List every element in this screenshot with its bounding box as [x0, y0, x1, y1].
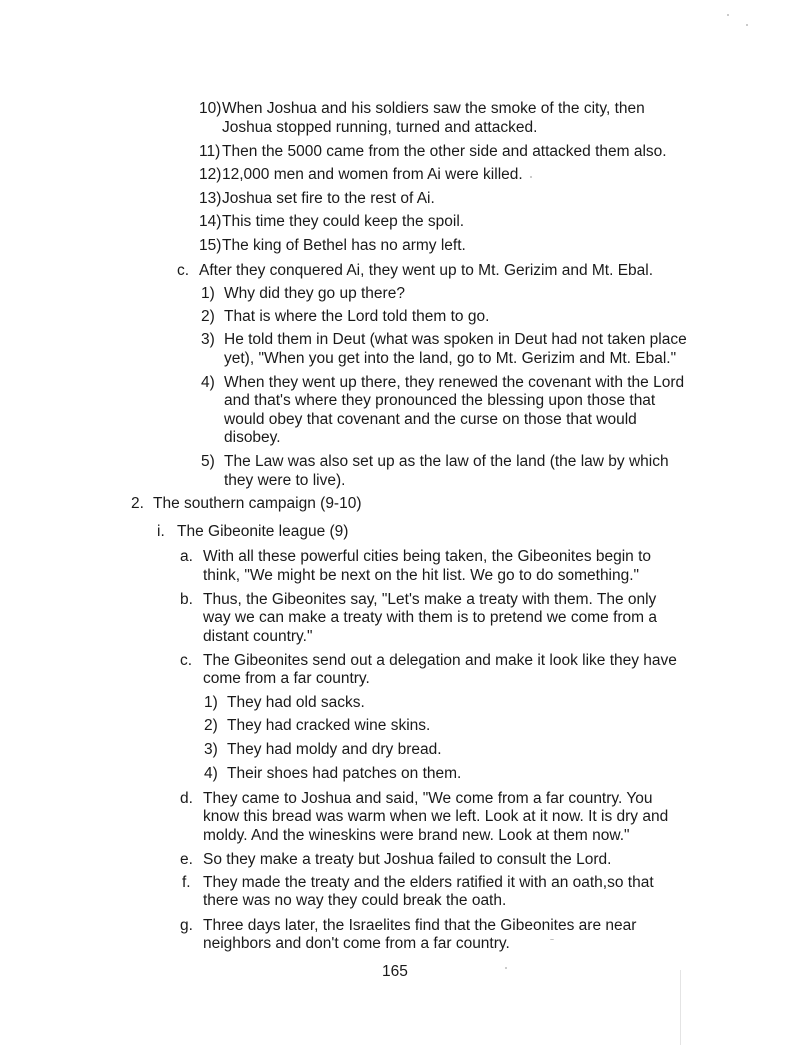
list-item-marker: e.	[180, 851, 193, 868]
list-item-text: Joshua stopped running, turned and attacked.	[222, 119, 538, 136]
list-item-text: Their shoes had patches on them.	[227, 765, 462, 782]
list-item-text: Joshua set fire to the rest of Ai.	[222, 190, 435, 207]
section-heading: The southern campaign (9-10)	[153, 495, 362, 512]
list-item-text: They came to Joshua and said, "We come from a far country. You	[203, 790, 653, 807]
list-item-text: they were to live).	[224, 472, 346, 489]
list-item-marker: 3)	[201, 331, 215, 348]
list-item-text: They had cracked wine skins.	[227, 717, 431, 734]
scan-speck	[727, 14, 729, 16]
scan-edge-line	[680, 970, 681, 1045]
subsection-heading: The Gibeonite league (9)	[177, 523, 349, 540]
list-item-marker: 4)	[204, 765, 218, 782]
list-item-marker: 5)	[201, 453, 215, 470]
list-item-text: The king of Bethel has no army left.	[222, 237, 466, 254]
list-item-marker: a.	[180, 548, 193, 565]
list-item-marker: 14)	[199, 213, 222, 230]
section-marker: 2.	[131, 495, 144, 512]
list-item-marker: c.	[177, 262, 190, 279]
scan-speck	[550, 939, 554, 940]
list-item-text: Three days later, the Israelites find that the Gibeonites are near	[203, 917, 637, 934]
page-number: 165	[382, 963, 408, 980]
list-item-marker: 13)	[199, 190, 222, 207]
list-item-text: know this bread was warm when we left. Look at it now. It is dry and	[203, 808, 669, 825]
list-item-text: disobey.	[224, 429, 281, 446]
list-item-text: way we can make a treaty with them is to pretend we come from a	[203, 609, 657, 626]
list-item-text: That is where the Lord told them to go.	[224, 308, 490, 325]
list-item-marker: 12)	[199, 166, 222, 183]
list-item-marker: 1)	[204, 694, 218, 711]
scan-speck	[505, 967, 507, 969]
list-item-text: The Gibeonites send out a delegation and make it look like they have	[203, 652, 677, 669]
list-item-marker: 11)	[199, 143, 221, 160]
list-item-text: Then the 5000 came from the other side and attacked them also.	[222, 143, 667, 160]
list-item-text: come from a far country.	[203, 670, 370, 687]
list-item-text: neighbors and don't come from a far country.	[203, 935, 510, 952]
list-item-marker: b.	[180, 591, 193, 608]
list-item-marker: 2)	[204, 717, 218, 734]
list-item-text: The Law was also set up as the law of the land (the law by which	[224, 453, 669, 470]
list-item-marker: 1)	[201, 285, 215, 302]
list-item-text: They had old sacks.	[227, 694, 365, 711]
list-item-text: would obey that covenant and the curse on those that would	[224, 411, 637, 428]
list-item-marker: d.	[180, 790, 193, 807]
scan-speck	[746, 24, 748, 26]
scan-speck	[530, 176, 532, 178]
list-item-text: think, "We might be next on the hit list. We go to do something."	[203, 567, 640, 584]
list-item-text: With all these powerful cities being taken, the Gibeonites begin to	[203, 548, 652, 565]
list-item-text: 12,000 men and women from Ai were killed.	[222, 166, 523, 183]
list-item-text: distant country."	[203, 628, 313, 645]
list-item-text: moldy. And the wineskins were brand new. Look at them now."	[203, 827, 630, 844]
list-item-text: When they went up there, they renewed the covenant with the Lord	[224, 374, 685, 391]
list-item-text: This time they could keep the spoil.	[222, 213, 465, 230]
list-item-marker: 15)	[199, 237, 222, 254]
list-item-marker: f.	[182, 874, 191, 891]
list-item-text: They had moldy and dry bread.	[227, 741, 442, 758]
list-item-marker: 3)	[204, 741, 218, 758]
list-item-text: there was no way they could break the oath.	[203, 892, 507, 909]
list-item-text: Thus, the Gibeonites say, "Let's make a treaty with them. The only	[203, 591, 657, 608]
subsection-marker: i.	[157, 523, 165, 540]
list-item-text: When Joshua and his soldiers saw the smoke of the city, then	[222, 100, 645, 117]
list-item-marker: g.	[180, 917, 193, 934]
list-item-text: So they make a treaty but Joshua failed to consult the Lord.	[203, 851, 612, 868]
list-item-marker: c.	[180, 652, 193, 669]
list-item-text: Why did they go up there?	[224, 285, 405, 302]
list-item-marker: 10)	[199, 100, 222, 117]
list-item-text: He told them in Deut (what was spoken in Deut had not taken place	[224, 331, 687, 348]
list-item-text: They made the treaty and the elders ratified it with an oath,so that	[203, 874, 654, 891]
list-item-text: and that's where they pronounced the blessing upon those that	[224, 392, 656, 409]
list-item-marker: 4)	[201, 374, 215, 391]
list-item-marker: 2)	[201, 308, 215, 325]
list-item-text: yet), "When you get into the land, go to Mt. Gerizim and Mt. Ebal."	[224, 350, 677, 367]
list-item-text: After they conquered Ai, they went up to Mt. Gerizim and Mt. Ebal.	[199, 262, 654, 279]
